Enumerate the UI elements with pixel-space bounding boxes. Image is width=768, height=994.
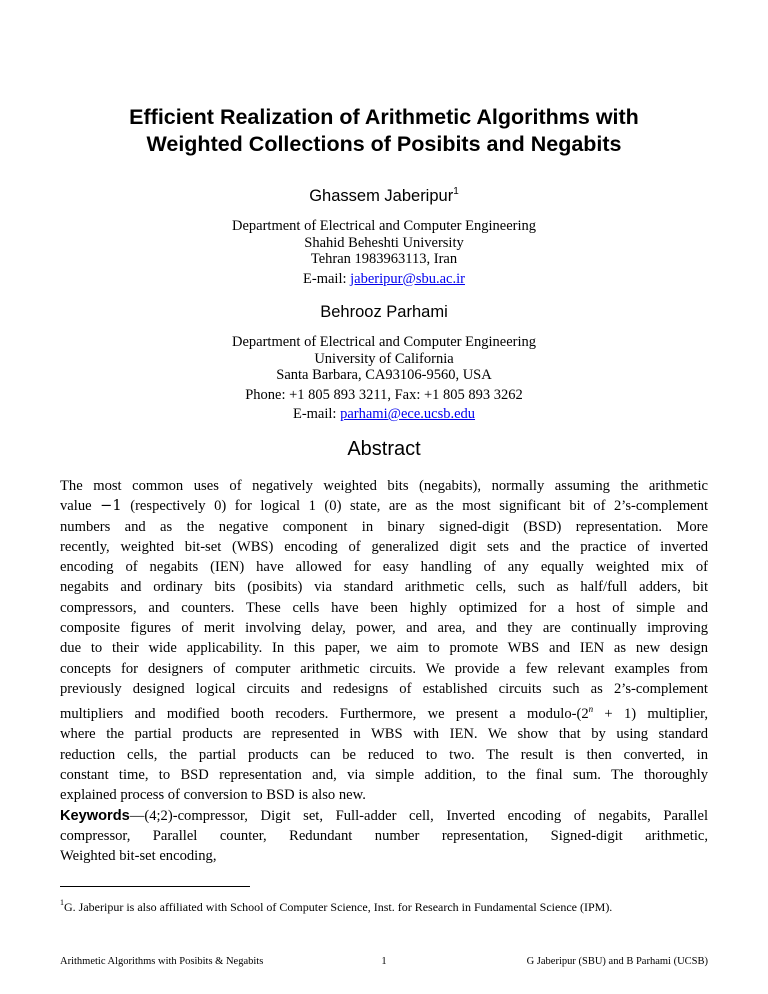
footnote [60,900,612,915]
abstract-heading: Abstract [347,438,421,460]
page-number: 1 [381,956,387,967]
minus-one-value: −1 [100,497,122,515]
affiliation-line: Department of Electrical and Computer Engineering [232,218,536,234]
affiliation-line: Department of Electrical and Computer Engineering [232,334,536,350]
title-line-1: Efficient Realization of Arithmetic Algorithms with [129,105,639,129]
author-1-email-line: E-mail: jaberipur@sbu.ac.ir [303,270,465,287]
title-line-2: Weighted Collections of Posibits and Negabits [146,132,622,156]
affiliation-line: Phone: +1 805 893 3211, Fax: +1 805 893 3262 [245,386,523,403]
abstract-line: explained process of conversion to BSD is also new. [60,787,366,804]
keywords-line: Keywords—(4;2)-compressor, Digit set, Full-adder cell, Inverted encoding of negabits, Parallel [60,807,708,824]
abstract-line: composite figures of merit involving delay, power, and area, and they are continually improving [60,620,708,637]
author-1-footnote-mark: 1 [453,186,459,197]
abstract-line: compressors, and counters. These cells have been highly optimized for a host of simple and [60,599,708,616]
affiliation-line: Tehran 1983963113, Iran [310,251,458,267]
paper-title [60,104,708,158]
abstract-line: constant time, to BSD representation and, via simple addition, to the final sum. The thoroughly [60,767,708,784]
abstract-line: value −1 (respectively 0) for logical 1 (0) state, are as the most significant bit of 2’s-complement [60,497,708,515]
footnote-divider [60,886,250,887]
author-2-affiliation [0,334,768,423]
keywords-line: Weighted bit-set encoding, [60,848,217,865]
author-1-affiliation [0,218,768,287]
keywords-label: Keywords [60,807,130,824]
abstract-line: The most common uses of negatively weighted bits (negabits), normally assuming the arithmetic [60,478,708,494]
abstract-line: where the partial products are represented in WBS with IEN. We show that by using standard [60,726,708,743]
author-2-email-link[interactable]: parhami@ece.ucsb.edu [340,406,476,422]
abstract-line: concepts for designers of computer arithmetic circuits. We provide a few relevant examples from [60,660,708,677]
abstract-line: reduction cells, the partial products can be reduced to two. The result is then converted, in [60,746,708,763]
author-1-name: Ghassem Jaberipur$^1$ [309,186,459,205]
affiliation-line: University of California [314,350,454,367]
author-1-email-link[interactable]: jaberipur@sbu.ac.ir [350,270,465,287]
abstract-line: encoding of negabits (IEN) have allowed for easy handling of any equally weighted mix of [60,559,708,576]
author-2-email-line: E-mail: parhami@ece.ucsb.edu [292,406,476,422]
abstract-line: due to their wide applicability. In this paper, we aim to promote WBS and IEN as new design [60,640,708,657]
abstract-line: negabits and ordinary bits (posibits) via standard arithmetic cells, such as half/full adders, bit [60,579,708,596]
abstract-line: recently, weighted bit-set (WBS) encoding of generalized digit sets and the practice of inverted [60,538,708,555]
affiliation-line: Santa Barbara, CA93106-9560, USA [276,367,492,383]
footer-left: Arithmetic Algorithms with Posibits & Negabits [60,956,264,967]
modulo-exponent: n [588,704,594,715]
abstract-line: numbers and as the negative component in binary signed-digit (BSD) representation. More [60,518,708,535]
footnote-text: G. Jaberipur is also affiliated with School of Computer Science, Inst. for Research in Fundamental Science (IPM). [64,900,613,914]
keywords-line: compressor, Parallel counter, Redundant number representation, Signed-digit arithmetic, [60,827,708,844]
footnote-mark: 1 [60,898,64,907]
footer-right: G Jaberipur (SBU) and B Parhami (UCSB) [526,956,708,967]
abstract-line: multipliers and modified booth recoders. Furthermore, we present a modulo-$(2^n + 1)$ multiplier, [60,704,708,723]
affiliation-line: Shahid Beheshti University [304,234,464,251]
abstract-body [60,476,708,867]
abstract-line: previously designed logical circuits and redesigns of established circuits such as 2’s-complement [60,680,708,697]
author-2-name: Behrooz Parhami [320,303,448,321]
